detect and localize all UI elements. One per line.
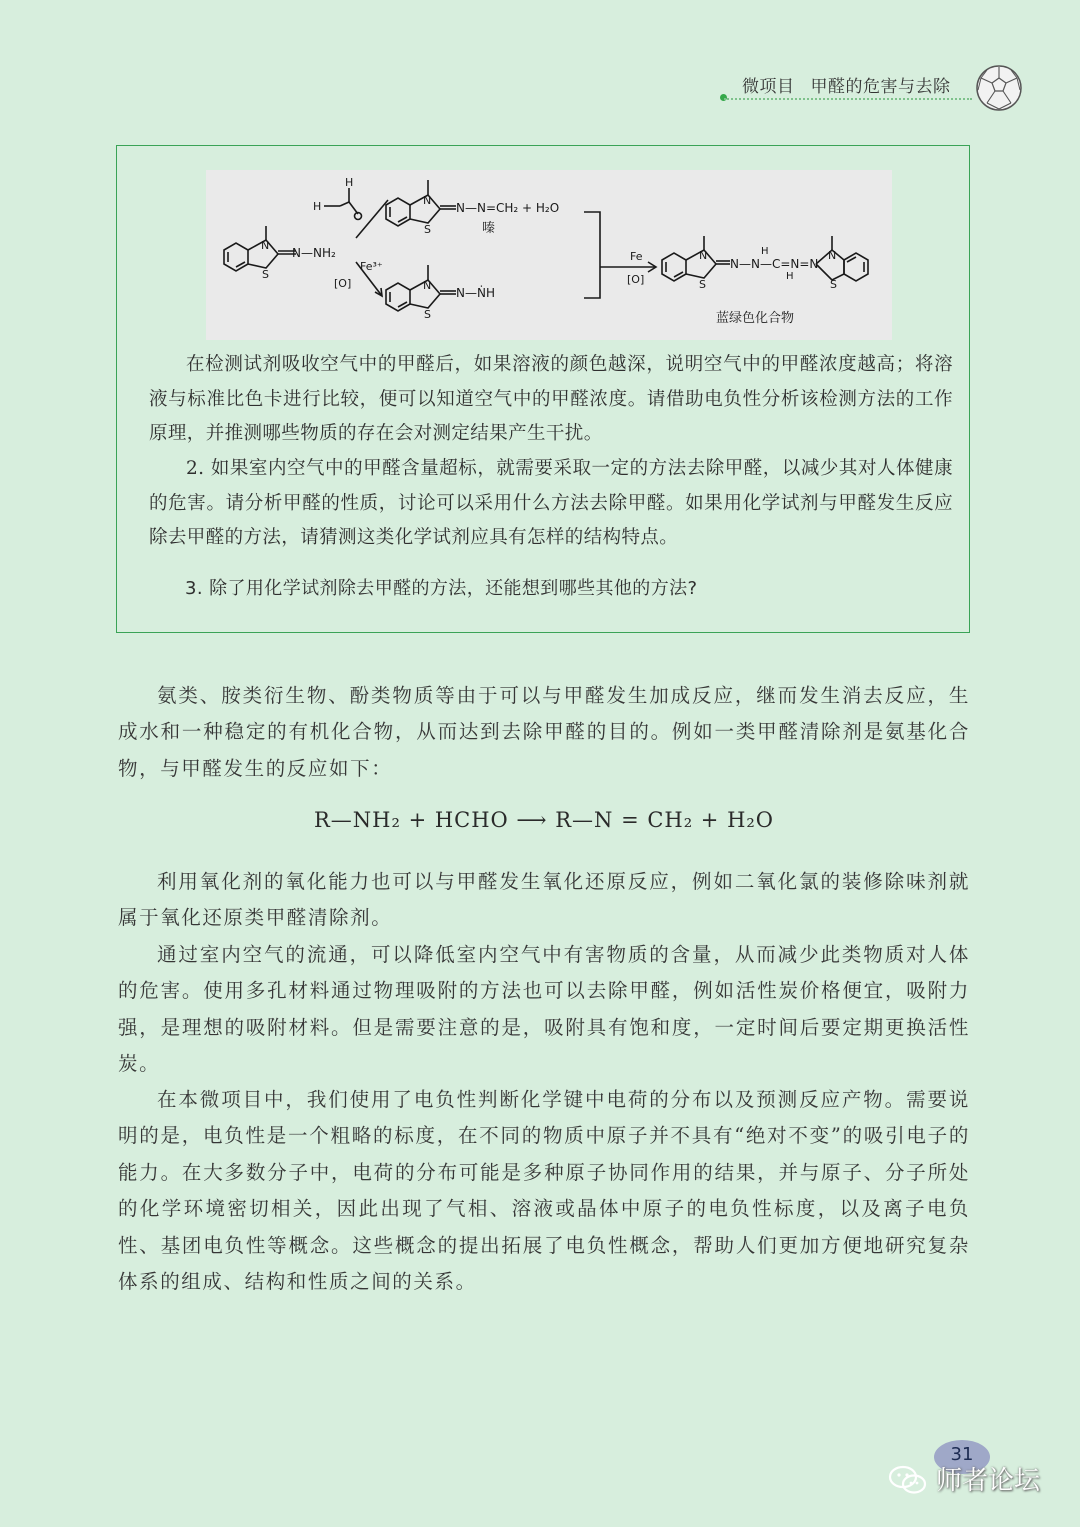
product-h-bottom: H xyxy=(786,271,794,282)
header-rule xyxy=(724,98,972,100)
body-paragraph-3: 通过室内空气的流通，可以降低室内空气中有害物质的含量，从而减少此类物质对人体的危害。使用多孔材料通过物理吸附的方法也可以去除甲醛，例如活性炭价格便宜，吸附力强，是理想的吸附材料。但是需要注意的是，吸附具有饱和度，一定时间后要定期更换活性炭。 xyxy=(118,943,970,1076)
ox-arrow-label: [O] xyxy=(627,273,645,286)
running-header xyxy=(720,68,982,102)
box-paragraph-2: 2. 如果室内空气中的甲醛含量超标，就需要采取一定的方法去除甲醛，以减少其对人体健康的危害。请分析甲醛的性质，讨论可以采用什么方法去除甲醛。如果用化学试剂与甲醛发生反应除去甲醛的方法，请猜测这类化学试剂应具有怎样的结构特点。 xyxy=(149,458,953,548)
oxidation-label: [O] xyxy=(334,277,352,290)
wechat-icon xyxy=(888,1464,928,1496)
reagent-s-atom: S xyxy=(262,268,269,281)
box-paragraph-3: 3. 除了用化学试剂除去甲醛的方法，还能想到哪些其他的方法? xyxy=(185,578,698,599)
azine-name: 嗪 xyxy=(482,221,496,236)
fullerene-icon xyxy=(975,64,1023,112)
header-section: 微项目 xyxy=(742,77,795,97)
reaction-scheme xyxy=(206,170,892,340)
cation-n-atom: N xyxy=(423,279,432,292)
box-paragraph-1: 在检测试剂吸收空气中的甲醛后，如果溶液的颜色越深，说明空气中的甲醛浓度越高；将溶液与标准比色卡进行比较，便可以知道空气中的甲醛浓度。请借助电负性分析该检测方法的工作原理，并推测哪些物质的存在会对测定结果产生干扰。 xyxy=(149,354,953,444)
question-box xyxy=(116,145,970,633)
product-link: N—N—C=N=N xyxy=(730,257,819,271)
product-right-n-atom: N xyxy=(828,249,837,262)
reaction-scheme-drawing xyxy=(206,170,892,340)
reaction-equation: R—NH₂ + HCHO ⟶ R—N = CH₂ + H₂O xyxy=(313,808,775,832)
body-paragraph-1: 氨类、胺类衍生物、酚类物质等由于可以与甲醛发生加成反应，继而发生消去反应，生成水和一种稳定的有机化合物，从而达到去除甲醛的目的。例如一类甲醛清除剂是氨基化合物，与甲醛发生的反应如下： xyxy=(118,684,970,780)
aldehyde-h-left: H xyxy=(313,200,322,213)
reagent-n-atom: N xyxy=(261,239,270,252)
cation-s-atom: S xyxy=(424,308,431,321)
fe3-label: Fe³⁺ xyxy=(360,260,383,273)
reagent-label: N—NH₂ xyxy=(292,246,336,260)
product-name: 蓝绿色化合物 xyxy=(716,311,795,326)
product-right-s-atom: S xyxy=(830,278,837,291)
header-text xyxy=(742,72,951,97)
body-paragraph-4: 在本微项目中，我们使用了电负性判断化学键中电荷的分布以及预测反应产物。需要说明的是，电负性是一个粗略的标度，在不同的物质中原子并不具有“绝对不变”的吸引电子的能力。在大多数分子中，电荷的分布可能是多种原子协同作用的结果，并与原子、分子所处的化学环境密切相关，因此出现了气相、溶液或晶体中原子的电负性标度，以及离子电负性、基团电负性等概念。这些概念的提出拓展了电负性概念，帮助人们更加方便地研究复杂体系的组成、结构和性质之间的关系。 xyxy=(118,1088,970,1294)
product-s-atom: S xyxy=(699,278,706,291)
azine-s-atom: S xyxy=(424,223,431,236)
watermark-text: 师者论坛 xyxy=(936,1466,1041,1496)
cation-label: N—ṄH xyxy=(456,286,495,300)
header-title: 甲醛的危害与去除 xyxy=(810,77,951,97)
aldehyde-h-top: H xyxy=(345,176,354,189)
page-number: 31 xyxy=(950,1444,974,1465)
azine-label: N—N=CH₂ + H₂O xyxy=(456,201,560,215)
product-h-top: H xyxy=(761,246,769,257)
azine-n-atom: N xyxy=(423,194,432,207)
body-paragraph-2: 利用氧化剂的氧化能力也可以与甲醛发生氧化还原反应，例如二氧化氯的装修除味剂就属于氧化还原类甲醛清除剂。 xyxy=(118,870,970,930)
product-n-atom: N xyxy=(699,249,708,262)
fe-arrow-label: Fe xyxy=(630,250,643,263)
